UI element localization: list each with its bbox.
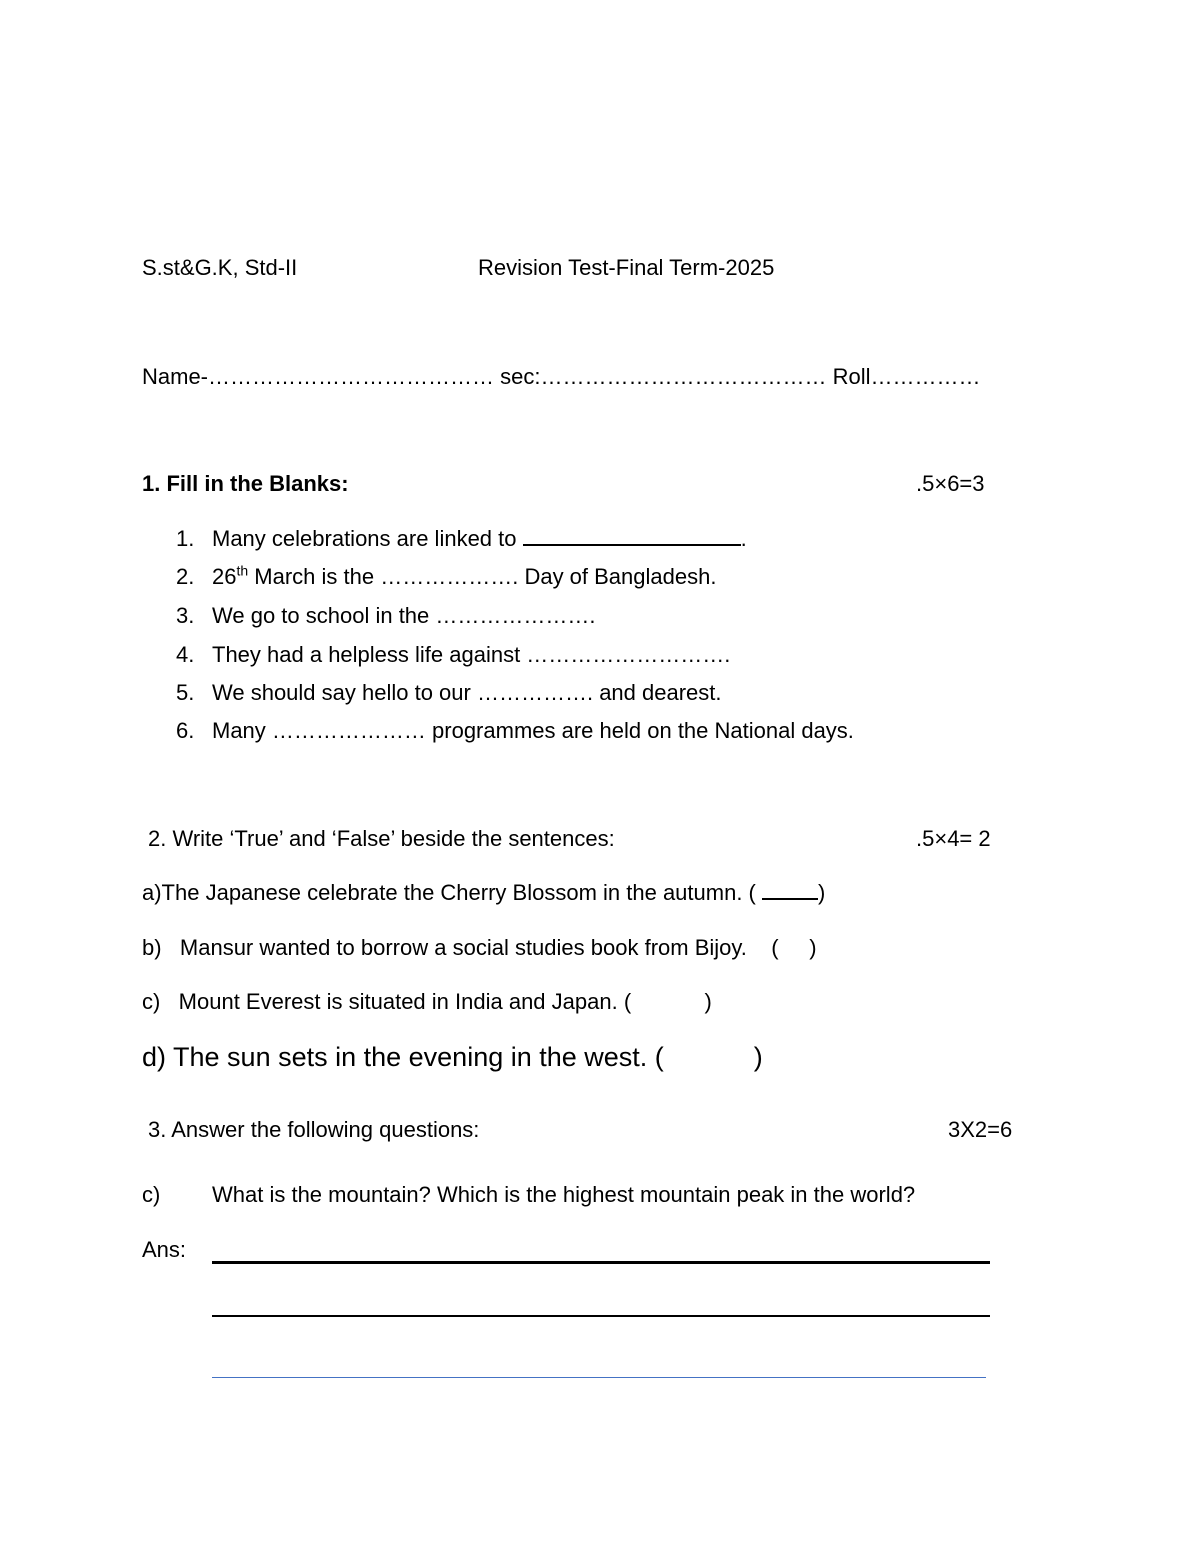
question-text: What is the mountain? Which is the highest mountain peak in the world? (212, 1182, 916, 1207)
item-text-end: . (740, 526, 747, 551)
item-text: We should say hello to our ……………. and dearest. (212, 680, 722, 705)
answer-label: Ans: (142, 1237, 187, 1262)
section2-marks: .5×4= 2 (916, 826, 991, 851)
fill-blank-item-3 (176, 603, 596, 629)
item-text: We go to school in the …………………. (212, 603, 596, 628)
section2-heading: 2. Write ‘True’ and ‘False’ beside the sentences: (148, 826, 615, 851)
item-text: Many ………………… programmes are held on the National days. (212, 718, 854, 743)
item-number: 6. (176, 718, 195, 743)
blank-line (523, 526, 741, 546)
fill-blank-item-4 (176, 642, 730, 668)
item-number: 2. (176, 564, 195, 589)
true-false-item-b: b) Mansur wanted to borrow a social studies book from Bijoy. ( ) (142, 935, 817, 960)
answer-line-2 (212, 1315, 990, 1317)
item-number: 3. (176, 603, 195, 628)
subject-label: S.st&G.K, Std-II (142, 255, 298, 280)
item-number: 1. (176, 526, 195, 551)
section3-heading: 3. Answer the following questions: (148, 1117, 480, 1142)
true-false-item-d: d) The sun sets in the evening in the west. ( ) (142, 1042, 763, 1072)
item-number: 4. (176, 642, 195, 667)
fill-blank-item-5 (176, 680, 722, 706)
ordinal-suffix: th (236, 562, 249, 579)
item-text: a)The Japanese celebrate the Cherry Blossom in the autumn. ( (142, 880, 762, 905)
true-false-item-a (142, 880, 825, 906)
fill-blank-item-1 (176, 526, 747, 552)
section1-heading: 1. Fill in the Blanks: (142, 471, 349, 496)
section3-marks: 3X2=6 (948, 1117, 1013, 1142)
item-text: March is the ………………. Day of Bangladesh. (248, 564, 717, 589)
item-text: They had a helpless life against ………………………. (212, 642, 731, 667)
test-title: Revision Test-Final Term-2025 (478, 255, 775, 280)
section1-marks: .5×6=3 (916, 471, 985, 496)
item-number: 5. (176, 680, 195, 705)
answer-line-1 (212, 1261, 990, 1264)
student-info-line: Name-………………………………… sec:………………………………… Roll…………… (142, 364, 981, 389)
item-text-pre: 26 (212, 564, 237, 589)
item-text: Many celebrations are linked to (212, 526, 523, 551)
item-text-end: ) (818, 880, 826, 905)
answer-line-3 (212, 1377, 986, 1378)
fill-blank-item-6 (176, 718, 854, 744)
question-label: c) (142, 1182, 161, 1207)
fill-blank-item-2 (176, 564, 716, 590)
true-false-item-c: c) Mount Everest is situated in India and Japan. ( ) (142, 989, 712, 1014)
blank-line (762, 880, 818, 900)
